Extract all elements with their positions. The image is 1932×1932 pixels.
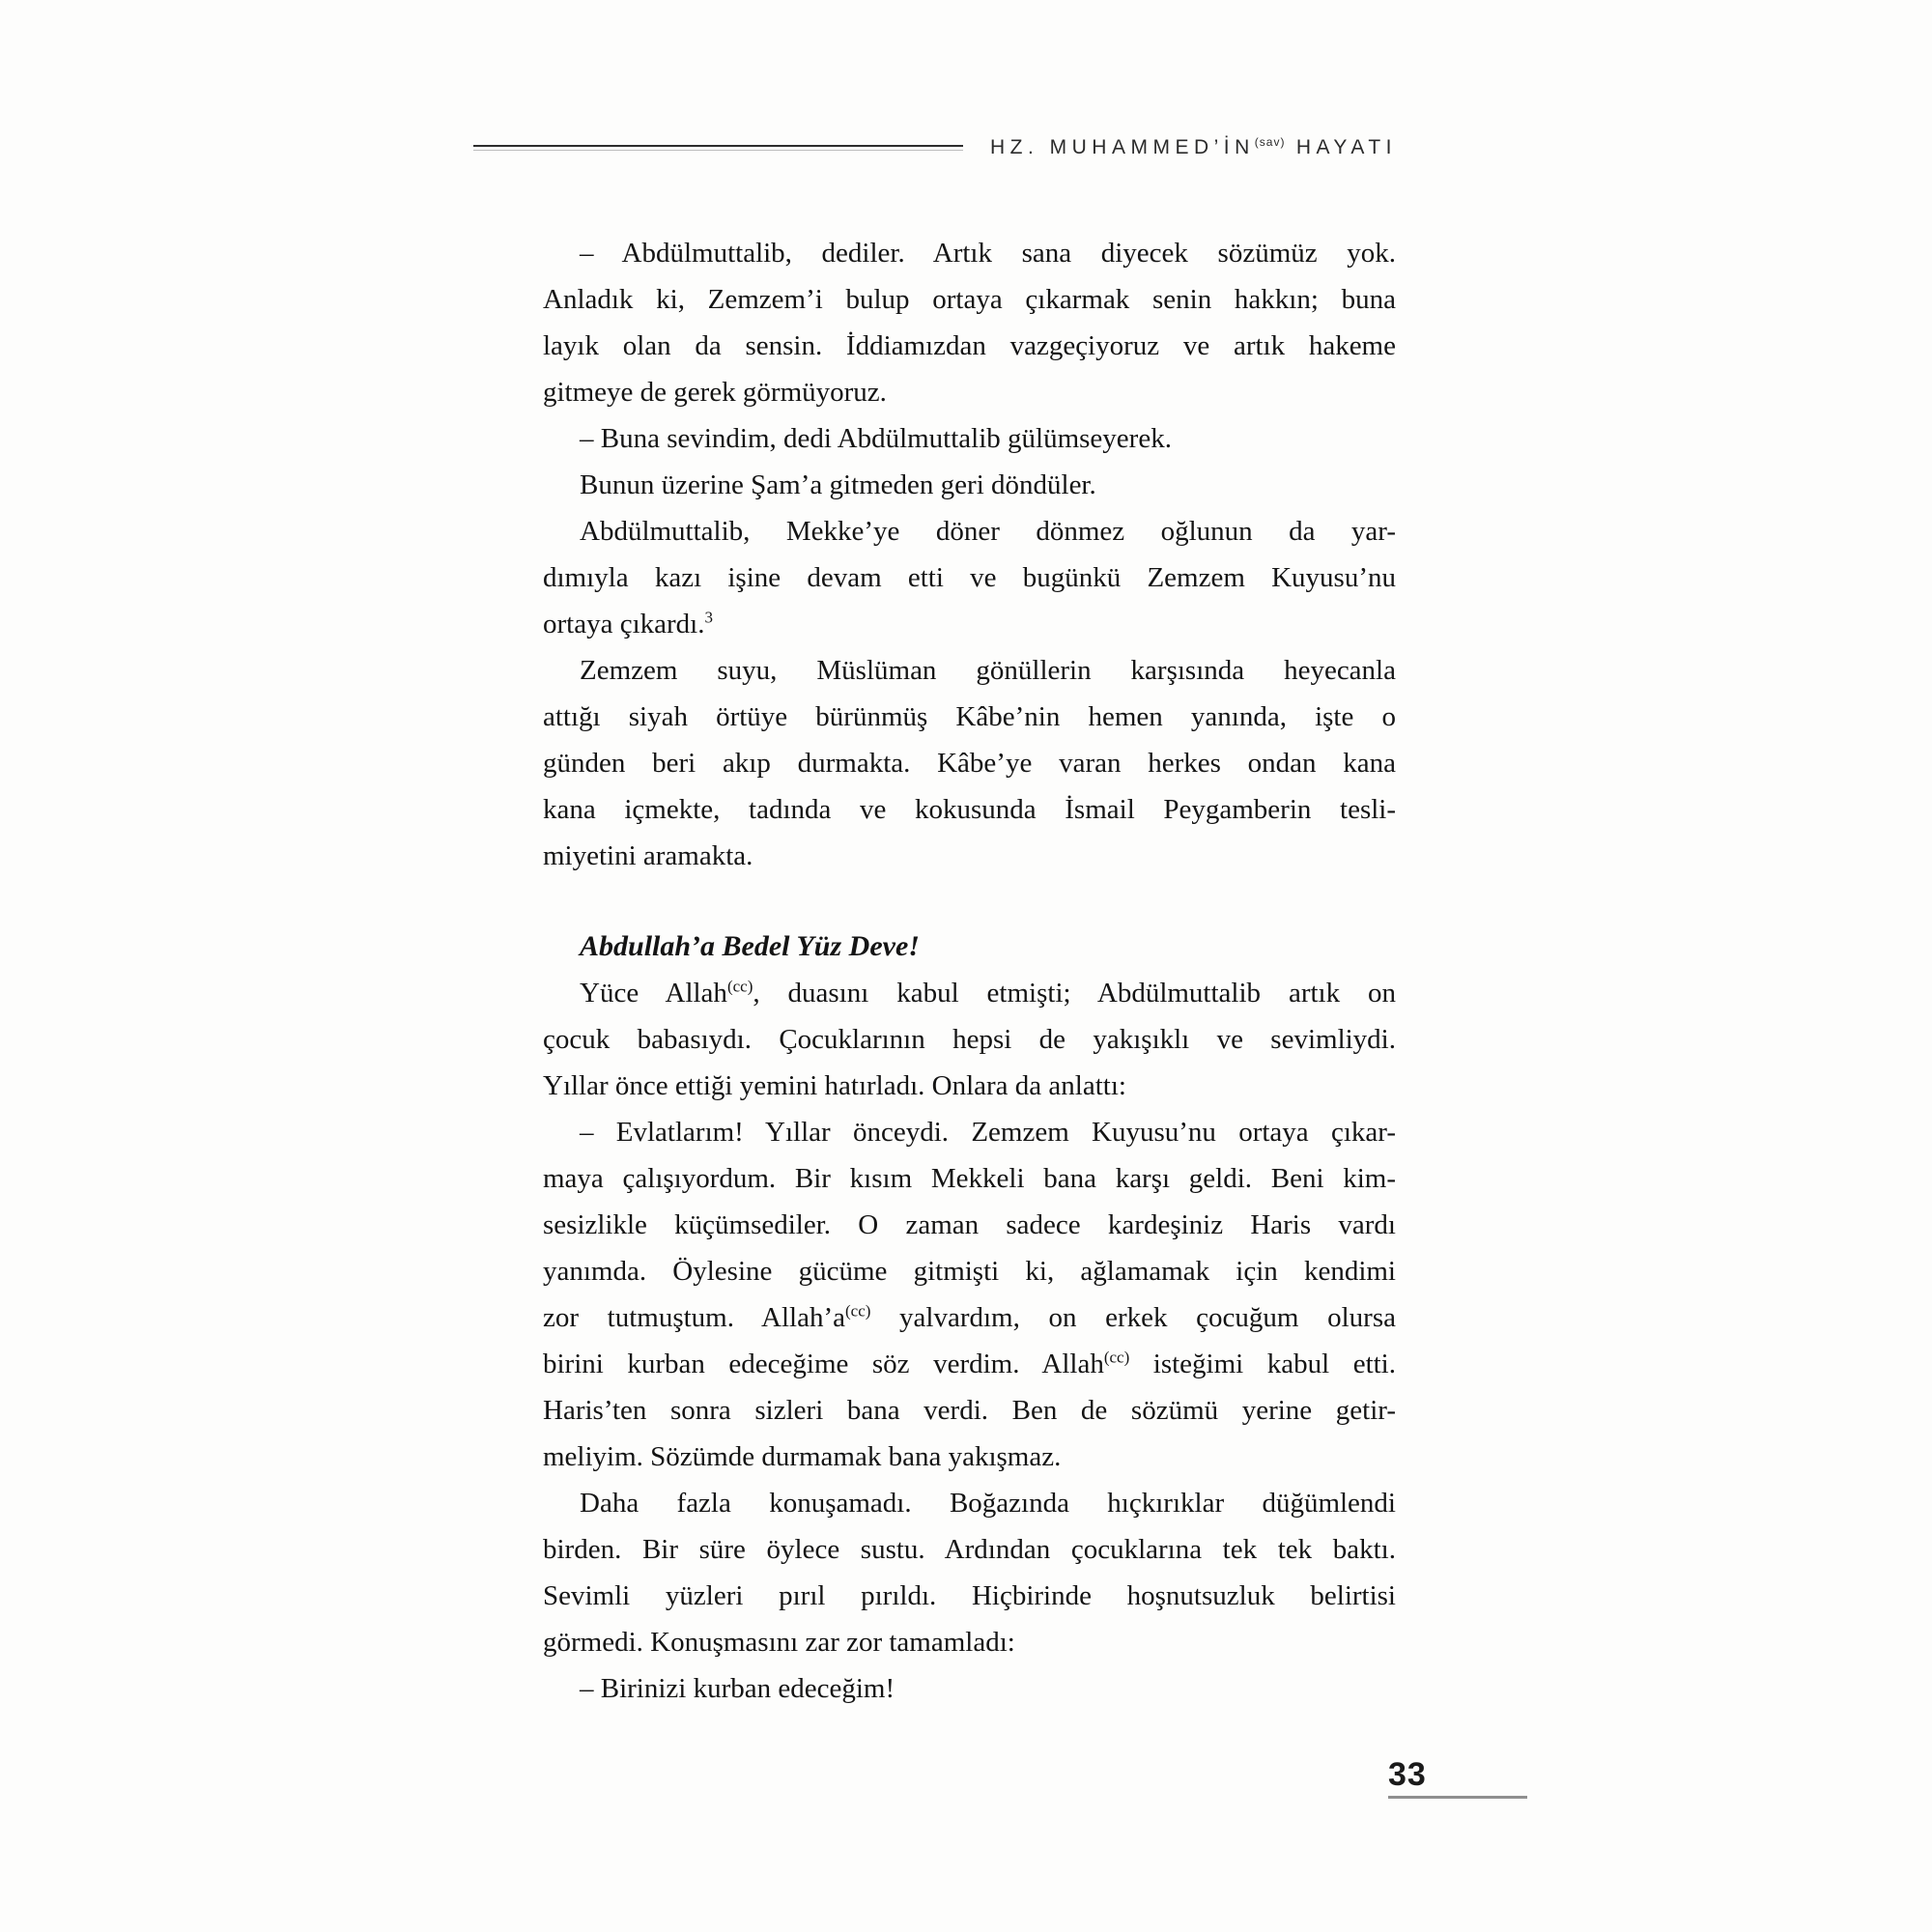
text-line: zor tutmuştum. $Allah’a^{(cc)}$ yalvardım, on erkek çocuğum olursa [543,1301,1396,1333]
header-title-sup: (sav) [1254,135,1286,149]
running-header [473,135,1397,159]
text-line: maya çalışıyordum. Bir kısım Mekkeli bana karşı geldi. Beni kim- [543,1163,1396,1194]
paragraph [543,1109,1396,1480]
paragraph [543,1480,1396,1665]
text-line: yanımda. Öylesine gücüme gitmişti ki, ağlamamak için kendimi [543,1256,1396,1287]
text-line: günden beri akıp durmakta. Kâbe’ye varan herkes ondan kana [543,748,1396,779]
text-line: Abdullah’a Bedel Yüz Deve! [580,930,920,962]
text-line: miyetini aramakta. [543,840,753,871]
superscript-note: (cc) [726,977,753,996]
text-line: Daha fazla konuşamadı. Boğazında hıçkırıklar düğümlendi [580,1488,1396,1519]
text-line: dımıyla kazı işine devam etti ve bugünkü Zemzem Kuyusu’nu [543,562,1396,593]
superscript-note: (cc) [1103,1348,1130,1367]
paragraph [543,970,1396,1109]
text-line: birden. Bir süre öylece sustu. Ardından çocuklarına tek tek baktı. [543,1534,1396,1565]
text-line: layık olan da sensin. İddiamızdan vazgeçiyoruz ve artık hakeme [543,330,1396,361]
superscript-note: 3 [704,608,713,627]
text-line: Yıllar önce ettiği yemini hatırladı. Onlara da anlattı: [543,1070,1126,1101]
header-title-main: HZ. MUHAMMED’İN [989,136,1255,158]
text-line: sesizlikle küçümsediler. O zaman sadece kardeşiniz Haris vardı [543,1209,1396,1240]
paragraph [543,508,1396,647]
header-title-tail: HAYATI [1295,136,1397,158]
paragraph [543,230,1396,415]
running-header-title [990,135,1397,159]
text-line: çocuk babasıydı. Çocuklarının hepsi de yakışıklı ve sevimliydi. [543,1024,1396,1055]
header-title-space [1285,136,1295,158]
text-line: Anladık ki, Zemzem’i bulup ortaya çıkarmak senin hakkın; buna [543,284,1396,315]
text-line: – Abdülmuttalib, dediler. Artık sana diyecek sözümüz yok. [580,238,1396,269]
paragraph [543,1665,1396,1712]
paragraph [543,462,1396,508]
header-rule [473,145,963,151]
page-number: 33 [1388,1756,1427,1793]
section-heading [543,923,1396,970]
text-block [543,230,1396,1712]
superscript-note: (cc) [844,1301,871,1321]
text-line: Bunun üzerine Şam’a gitmeden geri döndüler. [580,469,1096,500]
paragraph [543,647,1396,879]
text-line: Yüce Allah$^{(cc)}$, duasını kabul etmişti; Abdülmuttalib artık on [580,977,1397,1009]
paragraph [543,415,1396,462]
text-line: – Birinizi kurban edeceğim! [580,1673,895,1704]
text-line: birini kurban edeceğime söz verdim. Allah$^{(cc)}$ isteğimi kabul etti. [543,1348,1396,1379]
text-line: Abdülmuttalib, Mekke’ye döner dönmez oğlunun da yar- [580,516,1396,547]
text-line: Haris’ten sonra sizleri bana verdi. Ben de sözümü yerine getir- [543,1395,1396,1426]
text-line: ortaya çıkardı.$^3$ [543,608,713,639]
text-line: Zemzem suyu, Müslüman gönüllerin karşısında heyecanla [580,655,1396,686]
text-line: gitmeye de gerek görmüyoruz. [543,377,887,408]
text-line: – Buna sevindim, dedi Abdülmuttalib gülümseyerek. [580,423,1172,454]
text-line: görmedi. Konuşmasını zar zor tamamladı: [543,1627,1015,1658]
text-line: kana içmekte, tadında ve kokusunda İsmail Peygamberin tesli- [543,794,1396,825]
footer-rule [1388,1796,1527,1799]
text-line: Sevimli yüzleri pırıl pırıldı. Hiçbirinde hoşnutsuzluk belirtisi [543,1580,1396,1611]
page-footer [1388,1756,1533,1799]
text-line: attığı siyah örtüye bürünmüş Kâbe’nin hemen yanında, işte o [543,701,1396,732]
text-line: meliyim. Sözümde durmamak bana yakışmaz. [543,1441,1062,1472]
text-line: – Evlatlarım! Yıllar önceydi. Zemzem Kuyusu’nu ortaya çıkar- [580,1117,1396,1148]
